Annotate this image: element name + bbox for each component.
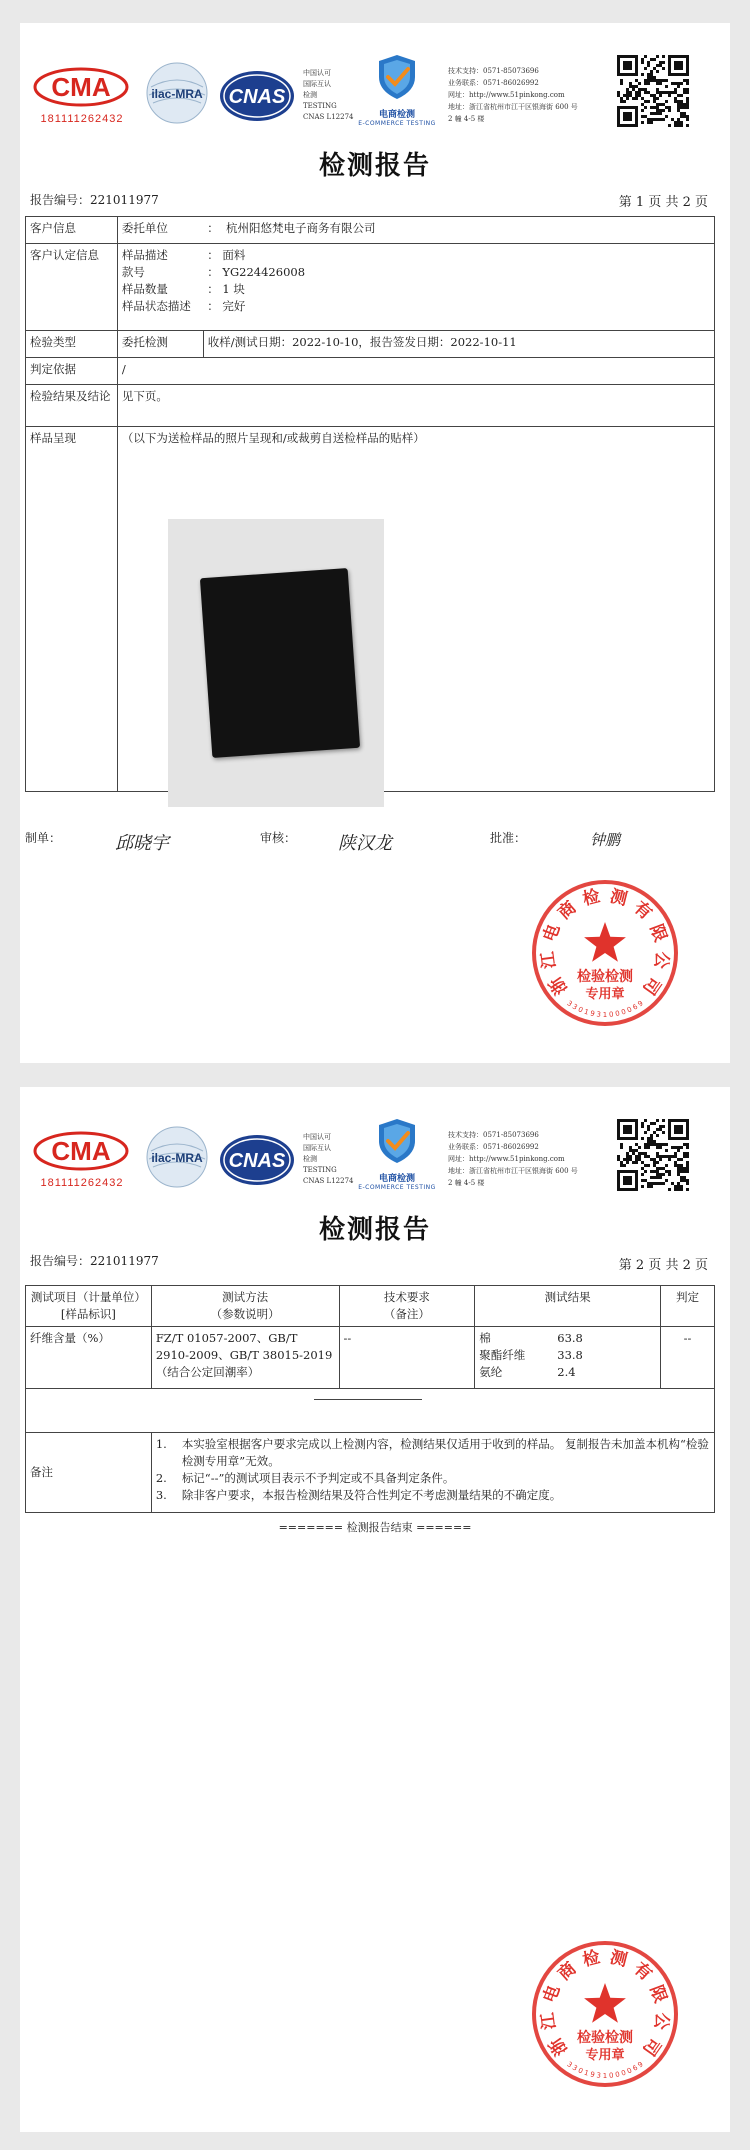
seal-ring-char: 司	[638, 972, 665, 999]
seal-code-char: 0	[625, 1005, 634, 1015]
cnas-accreditation-text: 中国认可 国际互认 检测 TESTING CNAS L12274	[303, 1133, 354, 1185]
remarks-label: 备注	[26, 1433, 152, 1513]
cma-number: 181111262432	[40, 113, 124, 125]
svg-text:CNAS: CNAS	[228, 1150, 286, 1172]
seal-ring-char: 浙	[545, 972, 572, 999]
seal-ring-char: 限	[645, 921, 671, 945]
seal-code-char: 3	[570, 1002, 579, 1012]
col-header-verdict: 判定	[661, 1286, 715, 1327]
seal-ring-char: 江	[537, 2011, 560, 2031]
recognition-label: 客户认定信息	[26, 244, 118, 331]
official-seal	[530, 1939, 680, 2089]
reviewer-label: 审核：	[260, 831, 297, 845]
seal-ring-char: 江	[537, 950, 560, 970]
cma-number: 181111262432	[40, 1177, 124, 1189]
test-requirement: --	[339, 1327, 475, 1389]
document-title: 检测报告	[318, 1215, 431, 1245]
client-info-label: 客户信息	[26, 217, 118, 244]
test-results: 棉 63.8 聚酯纤维 33.8 氨纶 2.4	[475, 1327, 661, 1389]
cma-logo	[32, 1129, 130, 1191]
seal-center-line2: 专用章	[585, 987, 625, 1002]
col-header-requirement: 技术要求 （备注）	[339, 1286, 475, 1327]
table-row	[26, 1327, 715, 1389]
seal-ring-char: 检	[580, 1947, 603, 1971]
seal-center-line1: 检验检测	[577, 2030, 633, 2046]
qr-code[interactable]	[617, 55, 689, 127]
test-results-table	[25, 1285, 715, 1513]
seal-ring-char: 电	[539, 1982, 565, 2006]
seal-code-char: 3	[596, 1010, 602, 1019]
seal-code-char: 0	[625, 2066, 634, 2076]
client-value: ： 杭州阳悠梵电子商务有限公司	[203, 217, 714, 244]
contact-info: 技术支持：0571-85073696 业务联系：0571-86026992 网址：http://www.51pinkong.com 地址：浙江省杭州市江干区银海街 600 号 2 幢 4-5 楼	[448, 1131, 578, 1187]
seal-ring-char: 司	[638, 2033, 665, 2060]
sample-display-note: （以下为送检样品的照片呈现和/或裁剪自送检样品的贴样）	[117, 427, 714, 792]
signature-row	[20, 823, 730, 853]
sample-field-values: ： 面料 ： YG224426008 ： 1 块 ： 完好	[203, 244, 714, 331]
seal-code-char: 0	[614, 2070, 621, 2080]
dates-text: 收样/测试日期：2022-10-10，报告签发日期：2022-10-11	[203, 331, 714, 358]
seal-code-char: 3	[596, 2071, 602, 2080]
col-header-item: 测试项目（计量单位） [样品标识]	[26, 1286, 152, 1327]
seal-code-char: 1	[602, 1011, 608, 1019]
seal-code-char: 0	[608, 2071, 614, 2080]
svg-text:CNAS: CNAS	[228, 86, 286, 108]
seal-code-char: 1	[583, 1007, 590, 1017]
approver-label: 批准：	[490, 831, 527, 845]
conclusion-label: 检验结果及结论	[26, 385, 118, 427]
col-header-result: 测试结果	[475, 1286, 661, 1327]
seal-code-char: 0	[576, 1005, 585, 1015]
seal-ring-char: 限	[645, 1982, 671, 2006]
page-indicator: 第 1 页 共 2 页	[618, 195, 708, 210]
seal-ring-char: 商	[554, 897, 581, 924]
test-item: 纤维含量（%）	[26, 1327, 152, 1389]
seal-ring-char: 检	[580, 886, 603, 910]
seal-ring-char: 测	[607, 1947, 630, 1971]
seal-code-char: 9	[636, 999, 645, 1009]
seal-star-icon	[584, 1983, 626, 2023]
svg-text:ilac-MRA: ilac-MRA	[151, 1151, 203, 1165]
seal-code-char: 0	[608, 1010, 614, 1019]
report-header	[20, 23, 730, 133]
sample-field-labels: 样品描述 款号 样品数量 样品状态描述	[117, 244, 203, 331]
remarks-row	[26, 1433, 715, 1513]
contact-info: 技术支持：0571-85073696 业务联系：0571-86026992 网址：http://www.51pinkong.com 地址：浙江省杭州市江干区银海街 600 号 2 幢 4-5 楼	[448, 67, 578, 123]
seal-code-char: 1	[583, 2068, 590, 2078]
test-verdict: --	[661, 1327, 715, 1389]
inspection-type-value: 委托检测	[117, 331, 203, 358]
seal-ring-char: 电	[539, 921, 565, 945]
inspection-type-label: 检验类型	[26, 331, 118, 358]
shield-check-icon	[375, 53, 419, 101]
separator-line	[314, 1399, 422, 1400]
document-title: 检测报告	[318, 151, 431, 181]
judgement-basis-value: /	[117, 358, 714, 385]
cnas-logo	[218, 1133, 296, 1187]
judgement-basis-label: 判定依据	[26, 358, 118, 385]
conclusion-value: 见下页。	[117, 385, 714, 427]
seal-code-char: 3	[565, 999, 574, 1009]
qr-code[interactable]	[617, 1119, 689, 1191]
svg-text:CMA: CMA	[51, 72, 111, 102]
client-label: 委托单位	[117, 217, 203, 244]
seal-ring-char: 测	[607, 886, 630, 910]
seal-code-char: 0	[620, 2068, 627, 2078]
report-end-marker: ======= 检测报告结束 ======	[278, 1521, 472, 1534]
approver-signature: 钟鹏	[590, 831, 621, 849]
seal-ring-char: 有	[629, 1958, 656, 1985]
seal-code-char: 9	[589, 2070, 596, 2080]
sample-photo	[168, 519, 384, 807]
cnas-accreditation-text: 中国认可 国际互认 检测 TESTING CNAS L12274	[303, 69, 354, 121]
col-header-method: 测试方法 （参数说明）	[151, 1286, 339, 1327]
official-seal	[530, 878, 680, 1028]
page-indicator: 第 2 页 共 2 页	[618, 1258, 708, 1273]
remarks-list: 1. 本实验室根据客户要求完成以上检测内容，检测结果仅适用于收到的样品。 复制报告未加盖本机构“检验检测专用章”无效。 2. 标记“--”的测试项目表示不予判定或不具备判定条件。 3. 除非客户要求，本报告检测结果及符合性判定不考虑测量结果的不确定度。	[151, 1433, 714, 1513]
seal-code-char: 0	[576, 2066, 585, 2076]
seal-code-char: 3	[565, 2060, 574, 2070]
report-page-2	[20, 1087, 730, 2132]
maker-label: 制单：	[25, 831, 62, 845]
seal-code-char: 0	[620, 1007, 627, 1017]
fabric-swatch	[200, 568, 360, 758]
seal-code-char: 6	[631, 2063, 640, 2073]
seal-ring-char: 公	[650, 950, 673, 970]
seal-ring-char: 商	[554, 1958, 581, 1985]
report-number: 报告编号：221011977	[30, 1254, 159, 1268]
table-header-row	[26, 1286, 715, 1327]
ilac-mra-logo	[145, 1125, 209, 1189]
sample-display-label: 样品呈现	[26, 427, 118, 792]
seal-ring-char: 浙	[545, 2033, 572, 2060]
cma-logo	[32, 65, 130, 127]
maker-signature: 邱晓宇	[115, 833, 169, 854]
svg-text:ilac-MRA: ilac-MRA	[151, 87, 203, 101]
separator-row	[26, 1389, 715, 1433]
report-header	[20, 1087, 730, 1197]
seal-code-char: 1	[602, 2072, 608, 2080]
seal-code-char: 6	[631, 1002, 640, 1012]
seal-code-char: 3	[570, 2063, 579, 2073]
seal-star-icon	[584, 922, 626, 962]
seal-code-char: 9	[589, 1009, 596, 1019]
seal-code-char: 0	[614, 1009, 621, 1019]
reviewer-signature: 陕汉龙	[338, 833, 392, 854]
seal-ring-char: 有	[629, 897, 656, 924]
seal-ring-char: 公	[650, 2011, 673, 2031]
ecommerce-testing-logo: 电商检测 E-COMMERCE TESTING	[354, 53, 440, 131]
ilac-mra-logo	[145, 61, 209, 125]
svg-text:CMA: CMA	[51, 1136, 111, 1166]
test-method: FZ/T 01057-2007、GB/T 2910-2009、GB/T 38015-2019 （结合公定回潮率）	[151, 1327, 339, 1389]
cnas-logo	[218, 69, 296, 123]
report-number: 报告编号：221011977	[30, 193, 159, 207]
seal-code-char: 9	[636, 2060, 645, 2070]
shield-check-icon	[375, 1117, 419, 1165]
seal-center-line2: 专用章	[585, 2048, 625, 2063]
report-page-1	[20, 23, 730, 1063]
ecommerce-testing-logo: 电商检测 E-COMMERCE TESTING	[354, 1117, 440, 1195]
seal-center-line1: 检验检测	[577, 969, 633, 985]
